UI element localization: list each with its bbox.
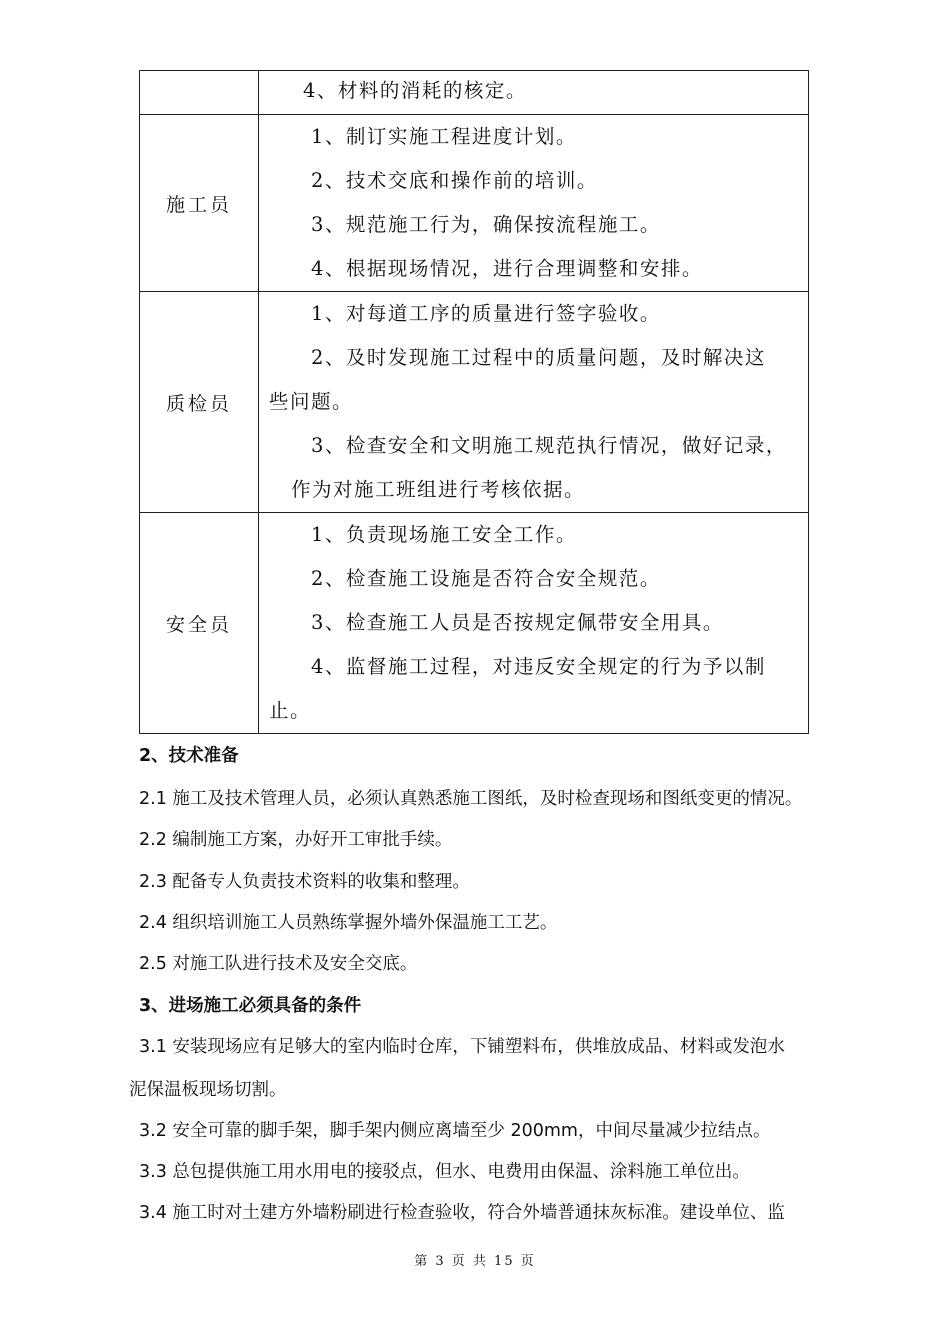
paragraph: 3.1 安装现场应有足够大的室内临时仓库，下铺塑料布，供堆放成品、材料或发泡水 xyxy=(139,1037,785,1057)
role-label: 质检员 xyxy=(165,392,232,415)
paragraph: 2.3 配备专人负责技术资料的收集和整理。 xyxy=(139,872,470,892)
paragraph: 2.4 组织培训施工人员熟练掌握外墙外保温施工工艺。 xyxy=(139,913,558,933)
duty-line: 1、制订实施工程进度计划。 xyxy=(311,125,577,148)
page-footer: 第 3 页 共 15 页 xyxy=(414,1254,536,1269)
duty-line: 止。 xyxy=(269,699,312,722)
duty-line: 4、监督施工过程，对违反安全规定的行为予以制 xyxy=(311,655,766,678)
duty-line: 1、对每道工序的质量进行签字验收。 xyxy=(311,302,661,325)
role-cell xyxy=(140,292,259,513)
table-row xyxy=(140,513,809,734)
duty-line: 4、材料的消耗的核定。 xyxy=(303,79,527,102)
duty-line: 2、技术交底和操作前的培训。 xyxy=(311,169,598,192)
duty-cell xyxy=(259,513,809,734)
paragraph: 3.2 安全可靠的脚手架，脚手架内侧应离墙至少 200mm，中间尽量减少拉结点。 xyxy=(139,1121,771,1141)
paragraph: 3.4 施工时对土建方外墙粉刷进行检查验收，符合外墙普通抹灰标准。建设单位、监 xyxy=(139,1203,785,1223)
section-heading: 3、进场施工必须具备的条件 xyxy=(139,996,362,1016)
table-row xyxy=(140,71,809,115)
paragraph: 3.3 总包提供施工用水用电的接驳点，但水、电费用由保温、涂料施工单位出。 xyxy=(139,1162,750,1182)
responsibility-table xyxy=(139,70,809,734)
duty-cell xyxy=(259,115,809,292)
duty-line: 些问题。 xyxy=(269,390,354,413)
table-row xyxy=(140,115,809,292)
duty-line: 3、检查施工人员是否按规定佩带安全用具。 xyxy=(311,611,724,634)
paragraph: 2.2 编制施工方案，办好开工审批手续。 xyxy=(139,830,453,850)
paragraph: 2.1 施工及技术管理人员，必须认真熟悉施工图纸，及时检查现场和图纸变更的情况。 xyxy=(139,789,803,809)
role-cell xyxy=(140,513,259,734)
paragraph: 泥保温板现场切割。 xyxy=(129,1080,287,1100)
paragraph: 2.5 对施工队进行技术及安全交底。 xyxy=(139,954,418,974)
section-heading: 2、技术准备 xyxy=(139,746,239,766)
duty-cell xyxy=(259,292,809,513)
role-cell xyxy=(140,71,259,115)
table-row xyxy=(140,292,809,513)
duty-cell xyxy=(259,71,809,115)
role-cell xyxy=(140,115,259,292)
role-label: 施工员 xyxy=(165,193,232,216)
duty-line: 2、及时发现施工过程中的质量问题，及时解决这 xyxy=(311,346,766,369)
duty-line: 3、规范施工行为，确保按流程施工。 xyxy=(311,213,661,236)
duty-line: 4、根据现场情况，进行合理调整和安排。 xyxy=(311,257,703,280)
role-label: 安全员 xyxy=(165,613,232,636)
duty-line: 1、负责现场施工安全工作。 xyxy=(311,523,577,546)
duty-line: 作为对施工班组进行考核依据。 xyxy=(291,478,586,501)
duty-line: 2、检查施工设施是否符合安全规范。 xyxy=(311,567,661,590)
duty-line: 3、检查安全和文明施工规范执行情况，做好记录， xyxy=(311,434,787,457)
